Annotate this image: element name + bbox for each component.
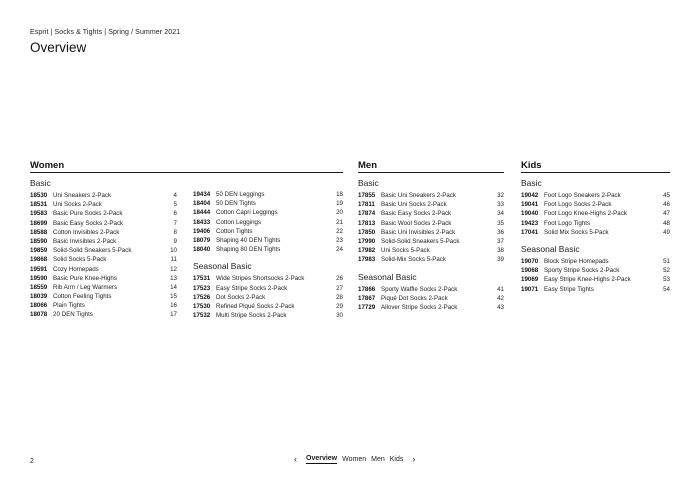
product-row[interactable] bbox=[521, 257, 670, 266]
product-name: Shaping 80 DEN Tights bbox=[216, 246, 281, 254]
product-row[interactable] bbox=[30, 301, 177, 310]
product-name: Cotton Feeling Tights bbox=[53, 293, 112, 301]
product-name: Solid-Mix Socks 5-Pack bbox=[381, 256, 446, 264]
product-page-number: 49 bbox=[663, 228, 670, 236]
product-page-number: 30 bbox=[336, 312, 343, 320]
product-page-number: 12 bbox=[170, 265, 177, 273]
product-page-number: 29 bbox=[336, 302, 343, 310]
product-row[interactable] bbox=[193, 311, 343, 320]
product-code: 18590 bbox=[30, 237, 48, 245]
product-name: Foot Logo Knee-Highs 2-Pack bbox=[544, 210, 627, 218]
product-code: 18079 bbox=[193, 236, 211, 244]
group-title: Seasonal Basic bbox=[521, 243, 580, 254]
product-row[interactable] bbox=[521, 209, 670, 218]
women-column-2 bbox=[193, 190, 343, 320]
product-page-number: 37 bbox=[497, 237, 504, 245]
product-name: Solid-Solid Sneakers 5-Pack bbox=[53, 247, 132, 255]
nav-item-women[interactable]: Women bbox=[342, 456, 367, 463]
product-page-number: 6 bbox=[173, 210, 177, 218]
kids-column bbox=[521, 178, 670, 294]
product-name: Allover Stripe Socks 2-Pack bbox=[381, 303, 458, 311]
product-code: 17855 bbox=[358, 192, 376, 199]
product-name: Shaping 40 DEN Tights bbox=[216, 236, 281, 244]
section-men-title-wrap bbox=[358, 160, 377, 176]
product-code: 18444 bbox=[193, 209, 211, 217]
product-name: Plain Tights bbox=[53, 302, 85, 310]
product-page-number: 53 bbox=[663, 276, 670, 284]
product-name: 50 DEN Tights bbox=[216, 200, 256, 208]
product-row[interactable] bbox=[193, 199, 343, 208]
product-name: Cozy Homepads bbox=[53, 265, 99, 273]
product-row[interactable] bbox=[193, 293, 343, 302]
product-page-number: 16 bbox=[170, 302, 177, 310]
product-code: 19040 bbox=[521, 210, 539, 218]
product-name: Basic Uni Socks 2-Pack bbox=[381, 201, 447, 209]
product-row[interactable] bbox=[521, 191, 670, 200]
footer-nav bbox=[290, 455, 419, 464]
product-code: 17867 bbox=[358, 294, 376, 302]
section-rule-women bbox=[30, 172, 343, 173]
product-row[interactable] bbox=[30, 200, 177, 209]
product-row[interactable] bbox=[193, 284, 343, 293]
product-code: 17530 bbox=[193, 302, 211, 310]
product-row[interactable] bbox=[358, 219, 504, 228]
product-page-number: 48 bbox=[663, 219, 670, 227]
nav-item-overview[interactable]: Overview bbox=[306, 455, 338, 462]
product-row[interactable] bbox=[193, 302, 343, 311]
product-page-number: 11 bbox=[170, 256, 177, 264]
product-row[interactable] bbox=[521, 219, 670, 228]
product-row[interactable] bbox=[193, 208, 343, 217]
product-code: 19423 bbox=[521, 219, 539, 227]
product-row[interactable] bbox=[193, 274, 343, 283]
product-page-number: 17 bbox=[170, 311, 177, 319]
product-row[interactable] bbox=[30, 237, 177, 246]
product-name: Solid Mix Socks 5-Pack bbox=[544, 228, 609, 236]
product-name: Solid-Solid Sneakers 5-Pack bbox=[381, 237, 460, 245]
product-page-number: 32 bbox=[497, 192, 504, 199]
product-code: 19868 bbox=[30, 256, 48, 264]
section-kids-title-wrap bbox=[521, 160, 542, 176]
product-row[interactable] bbox=[193, 227, 343, 236]
page-title: Overview bbox=[30, 40, 87, 55]
women-column-1 bbox=[30, 178, 177, 320]
product-name: Basic Pure Socks 2-Pack bbox=[53, 210, 123, 218]
product-name: Basic Easy Socks 2-Pack bbox=[381, 210, 452, 218]
product-name: Uni Socks 2-Pack bbox=[53, 201, 102, 209]
product-row[interactable] bbox=[521, 200, 670, 209]
product-row[interactable] bbox=[521, 228, 670, 237]
product-row[interactable] bbox=[30, 228, 177, 237]
nav-item-kids[interactable]: Kids bbox=[389, 456, 404, 463]
product-name: Solid Socks 5-Pack bbox=[53, 256, 107, 264]
product-page-number: 18 bbox=[336, 191, 343, 198]
product-page-number: 42 bbox=[497, 294, 504, 302]
product-code: 19041 bbox=[521, 201, 539, 209]
product-code: 19068 bbox=[521, 267, 539, 275]
chevron-right-icon[interactable]: › bbox=[412, 454, 416, 464]
product-name: Cotton Leggings bbox=[216, 218, 262, 226]
product-name: Basic Pure Knee-Highs bbox=[53, 274, 117, 282]
product-name: Foot Logo Tights bbox=[544, 219, 591, 227]
product-code: 17990 bbox=[358, 237, 376, 245]
product-name: Foot Logo Socks 2-Pack bbox=[544, 201, 612, 209]
product-name: Cotton Tights bbox=[216, 227, 253, 235]
product-name: Basic Uni Invisibles 2-Pack bbox=[381, 228, 456, 236]
product-code: 17866 bbox=[358, 285, 376, 293]
section-rule-men bbox=[358, 172, 504, 173]
product-row[interactable] bbox=[358, 303, 504, 312]
product-code: 19070 bbox=[521, 257, 539, 265]
product-name: Cotton Capri Leggings bbox=[216, 209, 278, 217]
product-row[interactable] bbox=[358, 237, 504, 246]
product-name: 50 DEN Leggings bbox=[216, 191, 265, 198]
product-row[interactable] bbox=[358, 294, 504, 303]
product-row[interactable] bbox=[30, 191, 177, 200]
product-page-number: 20 bbox=[336, 209, 343, 217]
product-page-number: 26 bbox=[336, 275, 343, 283]
product-row[interactable] bbox=[358, 255, 504, 264]
product-code: 19042 bbox=[521, 192, 539, 199]
product-name: Wide Stripes Shortsocks 2-Pack bbox=[216, 275, 305, 283]
product-page-number: 54 bbox=[663, 285, 670, 293]
product-page-number: 36 bbox=[497, 228, 504, 236]
product-code: 18699 bbox=[30, 219, 48, 227]
product-name: Dot Socks 2-Pack bbox=[216, 293, 266, 301]
product-page-number: 22 bbox=[336, 227, 343, 235]
product-page-number: 46 bbox=[663, 201, 670, 209]
product-page-number: 7 bbox=[173, 219, 177, 227]
product-code: 18559 bbox=[30, 283, 48, 291]
product-row[interactable] bbox=[30, 209, 177, 218]
product-page-number: 34 bbox=[497, 210, 504, 218]
product-code: 17983 bbox=[358, 256, 376, 264]
product-name: Cotton Invisibles 2-Pack bbox=[53, 228, 120, 236]
product-page-number: 5 bbox=[173, 201, 177, 209]
section-title-women: Women bbox=[30, 160, 65, 171]
product-row[interactable] bbox=[521, 266, 670, 275]
product-page-number: 28 bbox=[336, 293, 343, 301]
product-code: 17526 bbox=[193, 293, 211, 301]
product-name: Foot Logo Sneakers 2-Pack bbox=[544, 192, 621, 199]
product-code: 19069 bbox=[521, 276, 539, 284]
product-name: Sporty Stripe Socks 2-Pack bbox=[544, 267, 620, 275]
product-page-number: 43 bbox=[497, 303, 504, 311]
product-page-number: 15 bbox=[170, 293, 177, 301]
product-code: 17850 bbox=[358, 228, 376, 236]
product-page-number: 38 bbox=[497, 247, 504, 255]
product-code: 17729 bbox=[358, 303, 376, 311]
product-row[interactable] bbox=[30, 255, 177, 264]
product-row[interactable] bbox=[358, 191, 504, 200]
product-code: 18404 bbox=[193, 200, 211, 208]
product-name: 20 DEN Tights bbox=[53, 311, 93, 319]
product-name: Basic Wool Socks 2-Pack bbox=[381, 219, 452, 227]
product-name: Block Stripe Homepads bbox=[544, 257, 609, 265]
product-code: 19859 bbox=[30, 247, 48, 255]
product-page-number: 23 bbox=[336, 236, 343, 244]
product-code: 17813 bbox=[358, 219, 376, 227]
product-name: Easy Stripe Socks 2-Pack bbox=[216, 284, 288, 292]
product-page-number: 10 bbox=[170, 247, 177, 255]
product-page-number: 8 bbox=[173, 228, 177, 236]
product-row[interactable] bbox=[30, 292, 177, 301]
product-page-number: 13 bbox=[170, 274, 177, 282]
product-code: 17523 bbox=[193, 284, 211, 292]
product-page-number: 52 bbox=[663, 267, 670, 275]
page-number: 2 bbox=[30, 458, 34, 465]
product-page-number: 19 bbox=[336, 200, 343, 208]
section-title-men: Men bbox=[358, 160, 377, 171]
product-code: 19071 bbox=[521, 285, 539, 293]
product-code: 17532 bbox=[193, 312, 211, 320]
product-page-number: 47 bbox=[663, 210, 670, 218]
product-name: Basic Invisibles 2-Pack bbox=[53, 237, 117, 245]
product-row[interactable] bbox=[521, 275, 670, 284]
product-row[interactable] bbox=[358, 228, 504, 237]
product-page-number: 21 bbox=[336, 218, 343, 226]
product-row[interactable] bbox=[358, 209, 504, 218]
product-name: Basic Easy Socks 2-Pack bbox=[53, 219, 124, 227]
product-code: 18078 bbox=[30, 311, 48, 319]
product-row[interactable] bbox=[358, 285, 504, 294]
product-code: 19590 bbox=[30, 274, 48, 282]
product-row[interactable] bbox=[358, 200, 504, 209]
product-name: Uni Socks 5-Pack bbox=[381, 247, 430, 255]
group-title: Basic bbox=[358, 178, 379, 188]
section-title-kids: Kids bbox=[521, 160, 542, 171]
group-title: Basic bbox=[521, 178, 542, 188]
product-row[interactable] bbox=[193, 190, 343, 199]
product-row[interactable] bbox=[521, 285, 670, 294]
group-title: Seasonal Basic bbox=[193, 261, 252, 272]
product-row[interactable] bbox=[30, 219, 177, 228]
breadcrumb: Esprit | Socks & Tights | Spring / Summer 2021 bbox=[30, 29, 181, 36]
product-page-number: 39 bbox=[497, 256, 504, 264]
men-column bbox=[358, 178, 504, 312]
product-name: Uni Sneakers 2-Pack bbox=[53, 192, 112, 199]
product-code: 18039 bbox=[30, 293, 48, 301]
product-row[interactable] bbox=[193, 218, 343, 227]
product-row[interactable] bbox=[30, 310, 177, 319]
section-women-title-wrap bbox=[30, 160, 64, 176]
product-page-number: 35 bbox=[497, 219, 504, 227]
product-name: Basic Uni Sneakers 2-Pack bbox=[381, 192, 456, 199]
product-name: Easy Stripe Knee-Highs 2-Pack bbox=[544, 276, 631, 284]
product-page-number: 45 bbox=[663, 192, 670, 199]
group-title: Seasonal Basic bbox=[358, 271, 417, 282]
product-code: 17041 bbox=[521, 228, 539, 236]
section-rule-kids bbox=[521, 172, 670, 173]
product-name: Rib Arm / Leg Warmers bbox=[53, 283, 118, 291]
product-code: 17874 bbox=[358, 210, 376, 218]
product-code: 18433 bbox=[193, 218, 211, 226]
product-name: Sporty Waffle Socks 2-Pack bbox=[381, 285, 458, 293]
product-page-number: 9 bbox=[173, 237, 177, 245]
product-row[interactable] bbox=[193, 245, 343, 254]
product-page-number: 24 bbox=[336, 246, 343, 254]
product-page-number: 14 bbox=[170, 283, 177, 291]
product-code: 17531 bbox=[193, 275, 211, 283]
group-title: Basic bbox=[30, 178, 51, 188]
product-code: 18588 bbox=[30, 228, 48, 236]
product-code: 17982 bbox=[358, 247, 376, 255]
product-code: 17811 bbox=[358, 201, 375, 209]
product-row[interactable] bbox=[30, 274, 177, 283]
product-page-number: 4 bbox=[173, 192, 177, 199]
product-row[interactable] bbox=[193, 236, 343, 245]
product-row[interactable] bbox=[30, 283, 177, 292]
product-row[interactable] bbox=[30, 246, 177, 255]
product-row[interactable] bbox=[358, 246, 504, 255]
product-name: Multi Stripe Socks 2-Pack bbox=[216, 312, 287, 320]
nav-item-men[interactable]: Men bbox=[371, 456, 385, 463]
product-code: 19591 bbox=[30, 265, 48, 273]
product-code: 18066 bbox=[30, 302, 48, 310]
product-code: 18040 bbox=[193, 246, 211, 254]
product-code: 18530 bbox=[30, 192, 48, 199]
product-page-number: 51 bbox=[663, 257, 670, 265]
product-code: 18531 bbox=[30, 201, 48, 209]
product-code: 19434 bbox=[193, 191, 211, 198]
product-row[interactable] bbox=[30, 265, 177, 274]
product-page-number: 41 bbox=[497, 285, 504, 293]
product-name: Piqué Dot Socks 2-Pack bbox=[381, 294, 448, 302]
chevron-left-icon[interactable]: ‹ bbox=[294, 454, 297, 464]
product-page-number: 27 bbox=[336, 284, 343, 292]
product-name: Easy Stripe Tights bbox=[544, 285, 594, 293]
product-code: 19583 bbox=[30, 210, 48, 218]
product-name: Refined Piqué Socks 2-Pack bbox=[216, 302, 295, 310]
product-page-number: 33 bbox=[497, 201, 504, 209]
product-code: 19406 bbox=[193, 227, 211, 235]
